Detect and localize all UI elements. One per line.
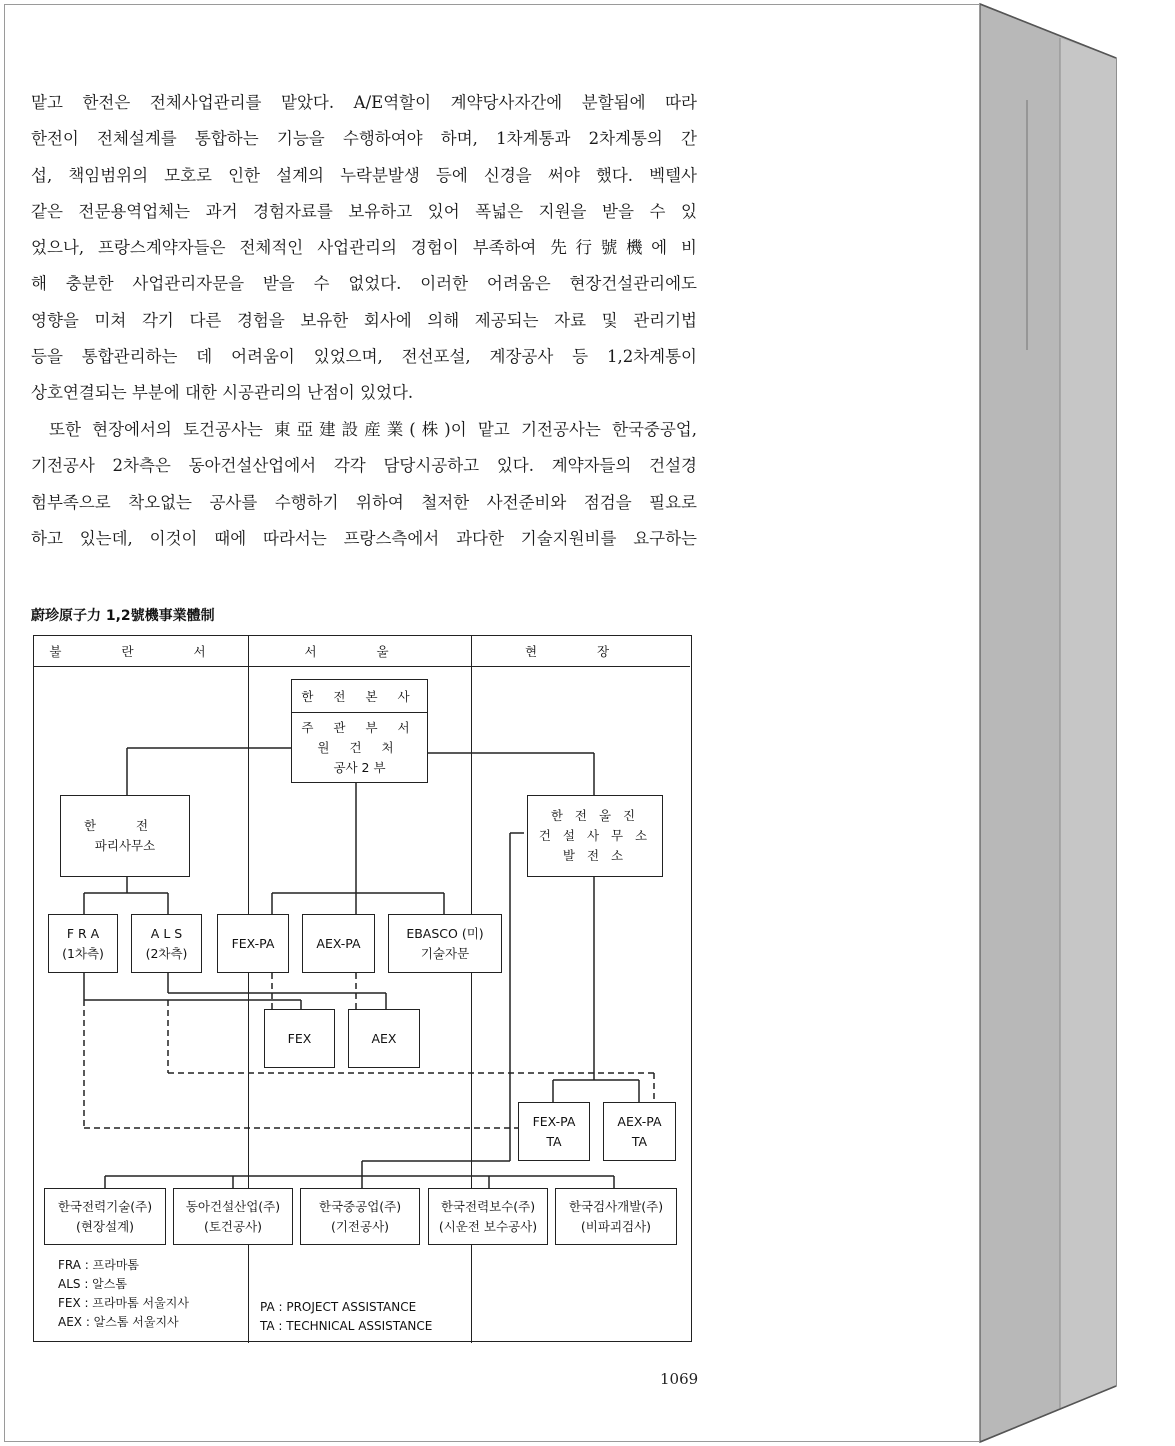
fra-label: F R A [66,925,100,941]
hq-dept-line: 원 건 처 [317,739,402,755]
paragraph-2 [31,412,697,557]
fex-pa-ta-sub: TA [546,1133,562,1149]
contractor-role: (현장설계) [75,1218,135,1234]
text-line: 었으나, 프랑스계약자들은 전체적인 사업관리의 경험이 부족하여 先行號機에 비 [31,238,697,258]
contractor-name: 동아건설산업(주) [185,1198,281,1214]
site-office-line: 발 전 소 [562,848,628,863]
contractor-box [555,1188,677,1245]
hq-name: 한 전 본 사 [301,688,418,704]
text-line: 같은 전문용역업체는 과거 경험자료를 보유하고 있어 폭넓은 지원을 받을 수 있 [31,201,697,221]
ebasco-box [388,914,502,973]
contractor-name: 한국검사개발(주) [568,1198,664,1214]
als-side: (2차측) [145,945,188,961]
text-line: 등을 통합관리하는 데 어려움이 있었으며, 전선포설, 계장공사 등 1,2차계통이 [31,347,697,367]
site-office-line: 한 전 울 진 [550,808,640,823]
abbreviation-legend [58,1256,189,1332]
fex-pa-box [217,914,289,973]
contractor-role: (비파괴검사) [580,1218,652,1234]
hq-dept-line: 주 관 부 서 [301,719,418,735]
hq-box [291,679,428,714]
figure-caption: 蔚珍原子力 1,2號機事業體制 [31,608,215,624]
contractor-name: 한국중공업(주) [318,1198,402,1214]
paris-office-line: 한 전 [83,818,167,833]
region-site: 현 장 [472,636,690,667]
aex-pa-box [302,914,375,973]
hq-dept-line: 공사 2 부 [333,759,386,775]
legend-line: AEX : 알스톰 서울지사 [58,1315,179,1329]
text-line: 영향을 미쳐 각기 다른 경험을 보유한 회사에 의해 제공되는 자료 및 관리기법 [31,310,697,330]
fra-box [48,914,118,973]
paris-office-line: 파리사무소 [94,838,156,853]
text-line: 한전이 전체설계를 통합하는 기능을 수행하여야 하며, 1차계통과 2차계통의 간 [31,129,697,149]
hq-dept-box [291,712,428,783]
aex-pa-ta-box [603,1102,676,1161]
fex-pa-label: FEX-PA [231,935,275,951]
text-line: 섭, 책임범위의 모호로 인한 설계의 누락분발생 등에 신경을 써야 했다. 벡텔사 [31,165,697,185]
text-line: 험부족으로 착오없는 공사를 수행하기 위하여 철저한 사전준비와 점검을 필요로 [31,492,697,512]
contractor-role: (토건공사) [203,1218,263,1234]
text-line: 또한 현장에서의 토건공사는 東亞建設産業(株)이 맡고 기전공사는 한국중공업, [49,420,697,439]
legend-line: TA : TECHNICAL ASSISTANCE [260,1319,433,1333]
aex-pa-label: AEX-PA [316,935,361,951]
paris-office-box [60,795,190,877]
fra-side: (1차측) [62,945,104,961]
region-seoul: 서 울 [249,636,472,667]
fex-pa-ta-box [518,1102,590,1161]
als-box [131,914,202,973]
contractor-box [44,1188,166,1245]
contractor-box [428,1188,548,1245]
contractor-role: (시운전 보수공사) [438,1218,538,1234]
fex-label: FEX [287,1030,312,1046]
legend-line: PA : PROJECT ASSISTANCE [260,1300,417,1314]
contractor-box [300,1188,420,1245]
aex-pa-ta-sub: TA [631,1133,648,1149]
org-chart [33,635,692,1342]
contractor-name: 한국전력보수(주) [440,1198,536,1214]
contractor-name: 한국전력기술(주) [57,1198,153,1214]
site-office-box [527,795,663,877]
ebasco-label: EBASCO (미) [406,925,484,941]
contractor-box [173,1188,293,1245]
text-line: 맡고 한전은 전체사업관리를 맡았다. A/E역할이 계약당사자간에 분할됨에 따라 [31,93,697,112]
contractor-role: (기전공사) [330,1218,390,1234]
text-line: 상호연결되는 부분에 대한 시공관리의 난점이 있었다. [31,383,414,403]
legend-line: ALS : 알스톰 [58,1277,127,1291]
document-page [4,4,980,1442]
fex-box [264,1009,335,1068]
legend-line: FEX : 프라마톰 서울지사 [58,1296,189,1310]
region-france: 불 란 서 [34,636,249,667]
site-office-line: 건 설 사 무 소 [538,828,652,843]
assistance-legend [260,1298,432,1336]
paragraph-1 [31,85,697,412]
legend-line: FRA : 프라마톰 [58,1258,140,1272]
als-label: A L S [150,925,183,941]
fex-pa-ta-label: FEX-PA [532,1113,576,1129]
ebasco-role: 기술자문 [420,945,470,961]
aex-box [348,1009,420,1068]
text-line: 하고 있는데, 이것이 때에 따라서는 프랑스측에서 과다한 기술지원비를 요구하는 [31,528,697,548]
text-line: 해 충분한 사업관리자문을 받을 수 없었다. 이러한 어려움은 현장건설관리에도 [31,274,697,294]
aex-label: AEX [371,1030,397,1046]
text-line: 기전공사 2차측은 동아건설산업에서 각각 담당시공하고 있다. 계약자들의 건설경 [31,456,697,476]
page-number: 1069 [660,1370,699,1388]
aex-pa-ta-label: AEX-PA [617,1113,662,1129]
